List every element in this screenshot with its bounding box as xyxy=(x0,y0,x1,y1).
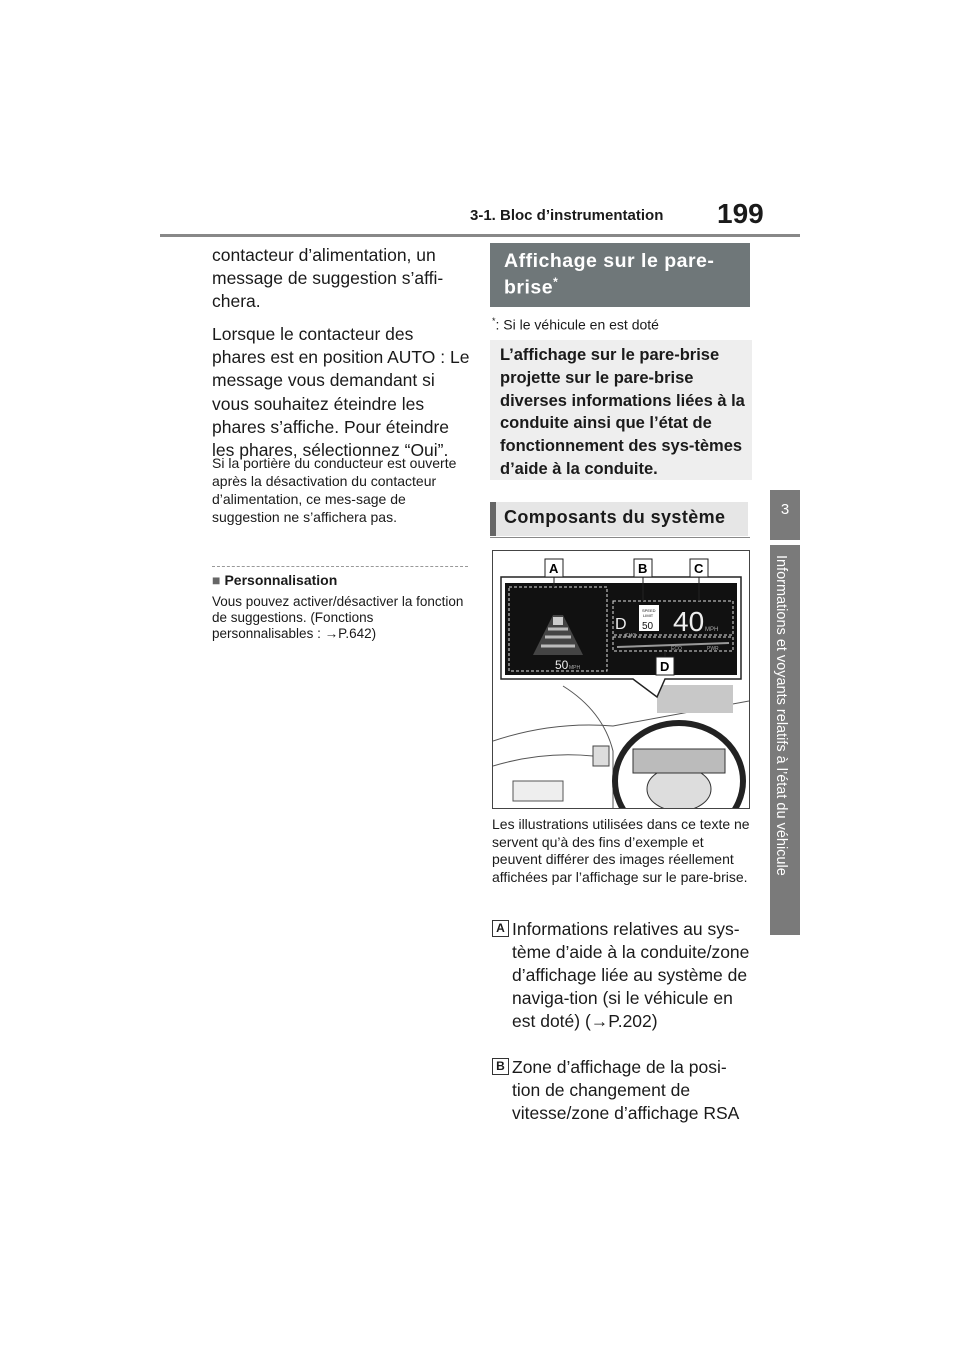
page-number: 199 xyxy=(717,198,764,229)
console xyxy=(513,781,563,801)
svg-text:A: A xyxy=(549,561,559,576)
components-heading: Composants du système xyxy=(504,507,726,527)
set-speed: 50 xyxy=(555,658,569,672)
banner-title-text: Affichage sur le pare-brise xyxy=(504,250,715,299)
callout-a xyxy=(545,559,563,577)
sign-value: 50 xyxy=(642,621,654,632)
chapter-tab-number: 3 xyxy=(780,501,790,518)
current-speed: 40 xyxy=(673,606,705,637)
instrument-hood xyxy=(633,749,725,773)
components-rule xyxy=(490,537,750,538)
pwr-label: PWR xyxy=(707,646,719,652)
footnote-text: : Si le véhicule en est doté xyxy=(495,316,659,333)
svg-text:D: D xyxy=(660,659,670,674)
vent xyxy=(593,746,609,766)
callout-d xyxy=(656,657,674,675)
car-icon xyxy=(553,617,563,625)
svg-text:B: B xyxy=(638,561,648,576)
separator xyxy=(212,566,468,567)
item-a-text: Informations relatives au sys-tème d’aide à la conduite/zone d’affichage liée au système de naviga-tion (si le véhicule en est doté) (→P.202) xyxy=(512,919,750,1032)
item-b-text: Zone d’affichage de la posi-tion de changement de vitesse/zone d’affichage RSA xyxy=(512,1057,740,1124)
small-note: Si la portière du conducteur est ouverte après la désactivation du contacteur d’alimentation, ce mes-sage de suggestion ne s’affichera pas. xyxy=(212,455,457,525)
personalisation-title: Personnalisation xyxy=(224,572,338,588)
set-speed-unit: MPH xyxy=(569,665,581,671)
hud-illustration xyxy=(492,550,750,809)
personalisation-heading xyxy=(212,572,337,588)
paragraph-1: contacteur d’alimentation, un message de suggestion s’affi-chera. xyxy=(212,245,444,312)
footnote xyxy=(492,316,659,333)
callout-c xyxy=(690,559,708,577)
banner-asterisk: * xyxy=(553,275,559,290)
figure-caption: Les illustrations utilisées dans ce texte ne servent qu’à des fins d’exemple et peuvent différer des images réellement affichées par l’affichage sur le pare-brise. xyxy=(492,816,750,885)
sign-limit: LIMIT xyxy=(643,613,654,618)
svg-text:C: C xyxy=(694,561,704,576)
dash-line-2 xyxy=(493,755,593,766)
sign-speed: SPEED xyxy=(642,608,656,613)
personalisation-body: Vous pouvez activer/désactiver la fonction de suggestions. (Fonctions personnalisables : →P.642) xyxy=(212,594,464,642)
intro-text: L’affichage sur le pare-brise projette sur le pare-brise diverses informations liées à la conduite ainsi que l’état de fonctionnement des sys-tèmes d’aide à la conduite. xyxy=(500,346,745,478)
chapter-tab-text: Informations et voyants relatifs à l’état du véhicule xyxy=(773,555,789,876)
item-key-b: B xyxy=(492,1058,509,1075)
left-body xyxy=(212,244,470,472)
eco-label: ECO xyxy=(671,646,682,652)
section-title: 3-1. Bloc d’instrumentation xyxy=(470,207,664,224)
square-bullet-icon: ■ xyxy=(212,572,221,588)
hud-svg xyxy=(493,551,749,808)
item-key-a: A xyxy=(492,920,509,937)
chg-label: CHG xyxy=(625,633,637,639)
callout-b xyxy=(634,559,652,577)
footnote-mark: * xyxy=(492,316,496,326)
speed-unit: MPH xyxy=(705,627,719,633)
banner-title xyxy=(504,248,744,301)
projection-area xyxy=(657,685,733,713)
paragraph-2: Lorsque le contacteur des phares est en position AUTO : Le message vous demandant si vous souhaitez éteindre les phares s’affiche. Pour éteindre les phares, sélectionnez “Oui”. xyxy=(212,324,470,460)
gear-indicator: D xyxy=(615,616,627,633)
header-rule xyxy=(160,234,800,237)
